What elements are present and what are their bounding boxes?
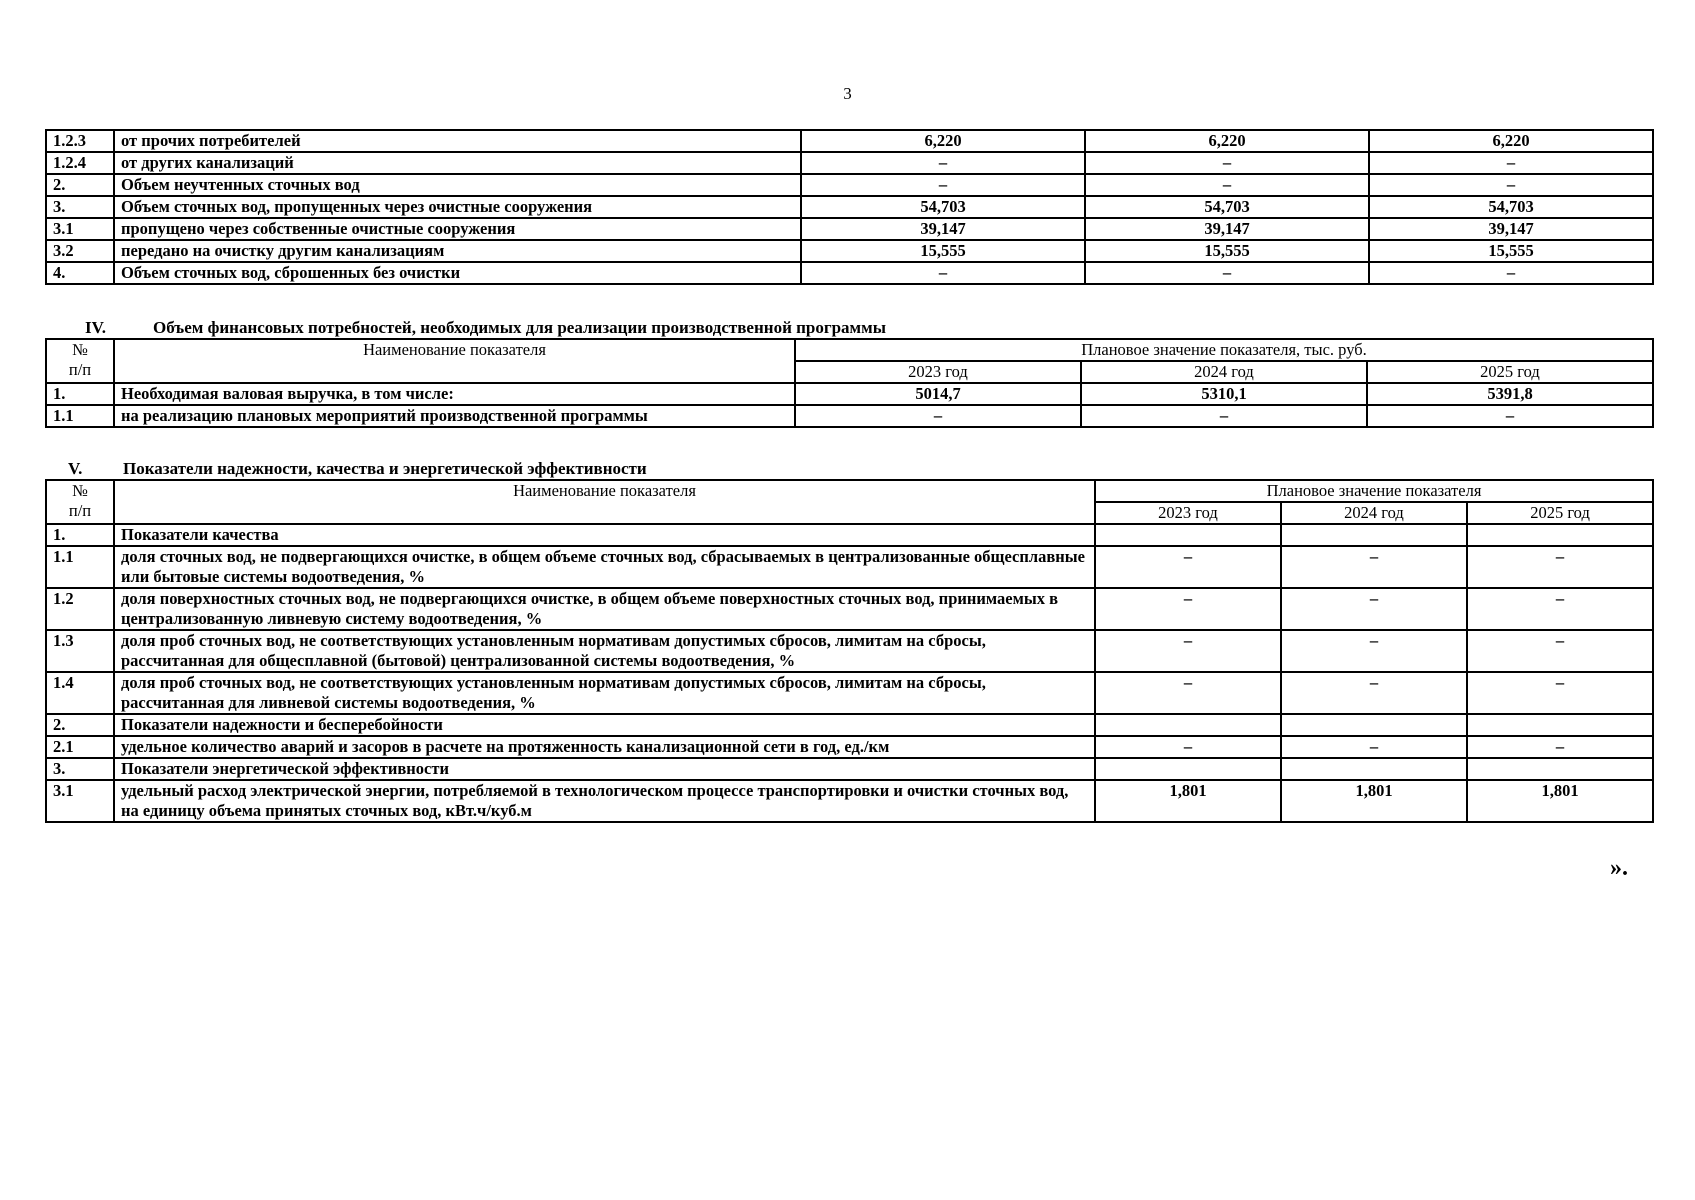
indicator-name: доля поверхностных сточных вод, не подвергающихся очистке, в общем объеме поверхностных сточных вод, принимаемых в централизованную ливневую систему водоотведения, % xyxy=(114,588,1095,630)
indicator-name: Показатели качества xyxy=(114,524,1095,546)
table-row xyxy=(46,218,1653,240)
indicator-name: Объем неучтенных сточных вод xyxy=(114,174,801,196)
indicator-name: пропущено через собственные очистные сооружения xyxy=(114,218,801,240)
row-number: 3. xyxy=(46,758,114,780)
value-2023 xyxy=(1095,524,1281,546)
value-2023 xyxy=(1095,714,1281,736)
row-number: 1.1 xyxy=(46,405,114,427)
value-2023: – xyxy=(801,152,1085,174)
reliability-quality-table xyxy=(45,479,1654,823)
value-2025: – xyxy=(1467,672,1653,714)
value-2023: – xyxy=(1095,672,1281,714)
row-number: 1.2 xyxy=(46,588,114,630)
header-num: № п/п xyxy=(46,480,114,524)
value-2025: 15,555 xyxy=(1369,240,1653,262)
indicator-name: от других канализаций xyxy=(114,152,801,174)
table-row xyxy=(46,383,1653,405)
row-number: 3. xyxy=(46,196,114,218)
header-year-2025: 2025 год xyxy=(1367,361,1653,383)
value-2025: – xyxy=(1467,630,1653,672)
table-row xyxy=(46,196,1653,218)
header-indicator-name: Наименование показателя xyxy=(114,339,795,383)
indicator-name: доля сточных вод, не подвергающихся очистке, в общем объеме сточных вод, сбрасываемых в централизованные общесплавные или бытовые системы водоотведения, % xyxy=(114,546,1095,588)
table-row xyxy=(46,588,1653,630)
indicator-name: доля проб сточных вод, не соответствующих установленным нормативам допустимых сбросов, лимитам на сбросы, рассчитанная для ливневой системы водоотведения, % xyxy=(114,672,1095,714)
value-2025: – xyxy=(1467,736,1653,758)
closing-quote: ». xyxy=(1610,855,1628,881)
value-2023: – xyxy=(1095,736,1281,758)
value-2024: – xyxy=(1281,588,1467,630)
page-number: 3 xyxy=(843,84,852,103)
value-2023: – xyxy=(795,405,1081,427)
row-number: 2. xyxy=(46,174,114,196)
row-number: 1. xyxy=(46,524,114,546)
value-2024 xyxy=(1281,524,1467,546)
value-2023: 15,555 xyxy=(801,240,1085,262)
value-2025: 6,220 xyxy=(1369,130,1653,152)
value-2025 xyxy=(1467,758,1653,780)
value-2024 xyxy=(1281,714,1467,736)
indicator-name: Показатели надежности и бесперебойности xyxy=(114,714,1095,736)
value-2024: 54,703 xyxy=(1085,196,1369,218)
header-indicator-name: Наименование показателя xyxy=(114,480,1095,524)
value-2023: – xyxy=(1095,630,1281,672)
value-2025: – xyxy=(1467,588,1653,630)
row-number: 1.3 xyxy=(46,630,114,672)
value-2024: – xyxy=(1081,405,1367,427)
section-4-title xyxy=(85,318,886,338)
value-2025: 39,147 xyxy=(1369,218,1653,240)
indicator-name: удельный расход электрической энергии, потребляемой в технологическом процессе транспортировки и очистки сточных вод, на единицу объема принятых сточных вод, кВт.ч/куб.м xyxy=(114,780,1095,822)
indicator-name: Необходимая валовая выручка, в том числе: xyxy=(114,383,795,405)
value-2024: – xyxy=(1281,546,1467,588)
table-row xyxy=(46,630,1653,672)
indicator-name: на реализацию плановых мероприятий производственной программы xyxy=(114,405,795,427)
value-2023: – xyxy=(801,174,1085,196)
value-2023: 54,703 xyxy=(801,196,1085,218)
row-number: 3.1 xyxy=(46,780,114,822)
indicator-name: доля проб сточных вод, не соответствующих установленным нормативам допустимых сбросов, лимитам на сбросы, рассчитанная для общесплавной (бытовой) централизованной системы водоотведения, % xyxy=(114,630,1095,672)
table-row xyxy=(46,672,1653,714)
header-num: № п/п xyxy=(46,339,114,383)
header-year-2023: 2023 год xyxy=(795,361,1081,383)
indicator-name: удельное количество аварий и засоров в расчете на протяженность канализационной сети в год, ед./км xyxy=(114,736,1095,758)
financial-needs-table xyxy=(45,338,1654,428)
value-2024: – xyxy=(1085,174,1369,196)
value-2025: – xyxy=(1369,262,1653,284)
header-plan-value: Плановое значение показателя, тыс. руб. xyxy=(795,339,1653,361)
table-row xyxy=(46,780,1653,822)
section-5-title xyxy=(68,459,647,479)
table-row xyxy=(46,262,1653,284)
value-2024: – xyxy=(1085,152,1369,174)
value-2024: – xyxy=(1281,736,1467,758)
value-2025 xyxy=(1467,524,1653,546)
value-2025: 1,801 xyxy=(1467,780,1653,822)
value-2024: 39,147 xyxy=(1085,218,1369,240)
value-2024: 15,555 xyxy=(1085,240,1369,262)
value-2025: 5391,8 xyxy=(1367,383,1653,405)
table-row xyxy=(46,546,1653,588)
value-2023: 1,801 xyxy=(1095,780,1281,822)
header-year-2024: 2024 год xyxy=(1081,361,1367,383)
section-5-number: V. xyxy=(68,459,83,478)
row-number: 2.1 xyxy=(46,736,114,758)
value-2024: – xyxy=(1281,672,1467,714)
value-2025: 54,703 xyxy=(1369,196,1653,218)
value-2025: – xyxy=(1369,174,1653,196)
table-row xyxy=(46,714,1653,736)
indicator-name: от прочих потребителей xyxy=(114,130,801,152)
value-2023: – xyxy=(1095,546,1281,588)
value-2024: – xyxy=(1281,630,1467,672)
table-row xyxy=(46,405,1653,427)
header-year-2023: 2023 год xyxy=(1095,502,1281,524)
value-2024: 5310,1 xyxy=(1081,383,1367,405)
table-row xyxy=(46,152,1653,174)
table-row xyxy=(46,174,1653,196)
row-number: 4. xyxy=(46,262,114,284)
row-number: 1.2.3 xyxy=(46,130,114,152)
table-row xyxy=(46,524,1653,546)
value-2023: 5014,7 xyxy=(795,383,1081,405)
value-2023: 6,220 xyxy=(801,130,1085,152)
row-number: 2. xyxy=(46,714,114,736)
indicator-name: Объем сточных вод, сброшенных без очистки xyxy=(114,262,801,284)
section-4-heading: Объем финансовых потребностей, необходимых для реализации производственной программы xyxy=(153,318,886,337)
value-2023: – xyxy=(1095,588,1281,630)
indicator-name: передано на очистку другим канализациям xyxy=(114,240,801,262)
indicator-name: Показатели энергетической эффективности xyxy=(114,758,1095,780)
value-2025: – xyxy=(1367,405,1653,427)
table-row xyxy=(46,240,1653,262)
value-2023: 39,147 xyxy=(801,218,1085,240)
row-number: 3.2 xyxy=(46,240,114,262)
row-number: 1.4 xyxy=(46,672,114,714)
table-row xyxy=(46,758,1653,780)
row-number: 1.2.4 xyxy=(46,152,114,174)
value-2024: 6,220 xyxy=(1085,130,1369,152)
value-2024 xyxy=(1281,758,1467,780)
header-plan-value: Плановое значение показателя xyxy=(1095,480,1653,502)
value-2024: 1,801 xyxy=(1281,780,1467,822)
section-4-number: IV. xyxy=(85,318,106,337)
table-row xyxy=(46,736,1653,758)
value-2023 xyxy=(1095,758,1281,780)
row-number: 1. xyxy=(46,383,114,405)
value-2025: – xyxy=(1467,546,1653,588)
table-row xyxy=(46,130,1653,152)
value-2025 xyxy=(1467,714,1653,736)
section-5-heading: Показатели надежности, качества и энергетической эффективности xyxy=(123,459,647,478)
row-number: 1.1 xyxy=(46,546,114,588)
wastewater-volume-table xyxy=(45,129,1654,285)
value-2023: – xyxy=(801,262,1085,284)
value-2025: – xyxy=(1369,152,1653,174)
value-2024: – xyxy=(1085,262,1369,284)
indicator-name: Объем сточных вод, пропущенных через очистные сооружения xyxy=(114,196,801,218)
row-number: 3.1 xyxy=(46,218,114,240)
header-year-2024: 2024 год xyxy=(1281,502,1467,524)
header-year-2025: 2025 год xyxy=(1467,502,1653,524)
